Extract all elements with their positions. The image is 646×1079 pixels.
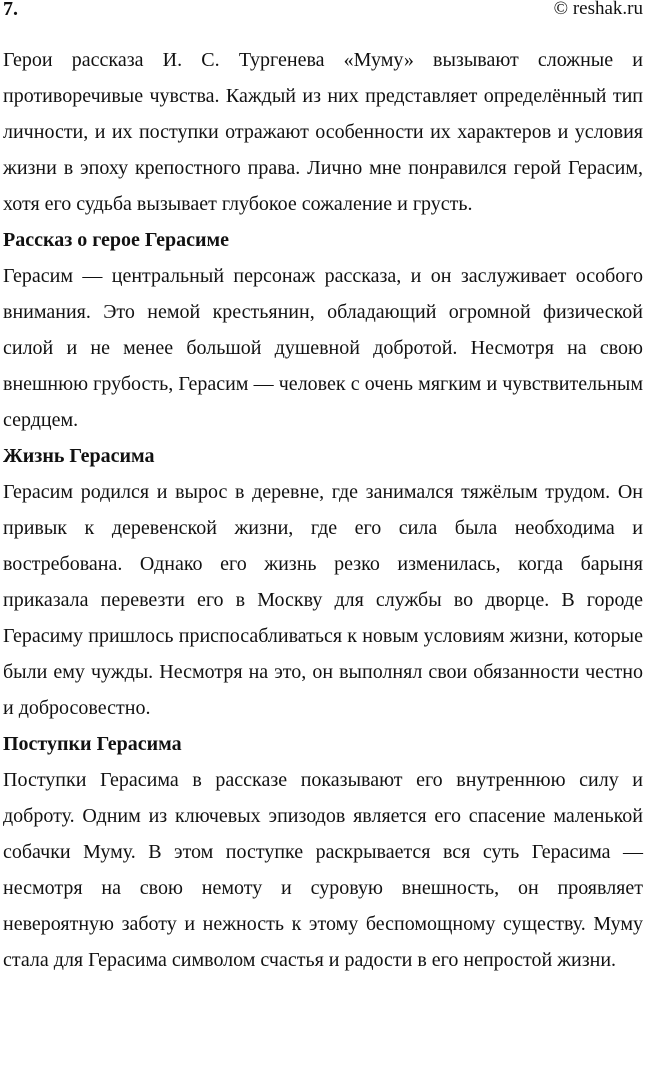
hero-paragraph: Герасим — центральный персонаж рассказа, и он заслуживает особого внимания. Это немой крестьянин, обладающий огромной физической силой и не менее большой душевной добротой. Несмотря на свою внешнюю грубость, Герасим — человек с очень мягким и чувствительным сердцем. — [3, 265, 643, 431]
section-heading-deeds: Поступки Герасима — [3, 733, 182, 755]
task-number: 7. — [3, 0, 18, 20]
site-label: © reshak.ru — [553, 0, 643, 19]
intro-paragraph: Герои рассказа И. С. Тургенева «Муму» вызывают сложные и противоречивые чувства. Каждый из них представляет определённый тип личности, и их поступки отражают особенности их характеров и условия жизни в эпоху крепостного права. Лично мне понравился герой Герасим, хотя его судьба вызывает глубокое сожаление и грусть. — [3, 49, 643, 215]
life-paragraph: Герасим родился и вырос в деревне, где занимался тяжёлым трудом. Он привык к деревенской жизни, где его сила была необходима и востребована. Однако его жизнь резко изменилась, когда барыня приказала перевезти его в Москву для службы во дворце. В городе Герасиму пришлось приспосабливаться к новым условиям жизни, которые были ему чужды. Несмотря на это, он выполнял свои обязанности честно и добросовестно. — [3, 481, 643, 719]
section-heading-life: Жизнь Герасима — [3, 445, 155, 467]
section-heading-hero: Рассказ о герое Герасиме — [3, 229, 230, 251]
document-body — [3, 42, 643, 978]
deeds-paragraph: Поступки Герасима в рассказе показывают его внутреннюю силу и доброту. Одним из ключевых эпизодов является его спасение маленькой собачки Муму. В этом поступке раскрывается вся суть Герасима — несмотря на свою немоту и суровую внешность, он проявляет невероятную заботу и нежность к этому беспомощному существу. Муму стала для Герасима символом счастья и радости в его непростой жизни. — [3, 769, 643, 971]
